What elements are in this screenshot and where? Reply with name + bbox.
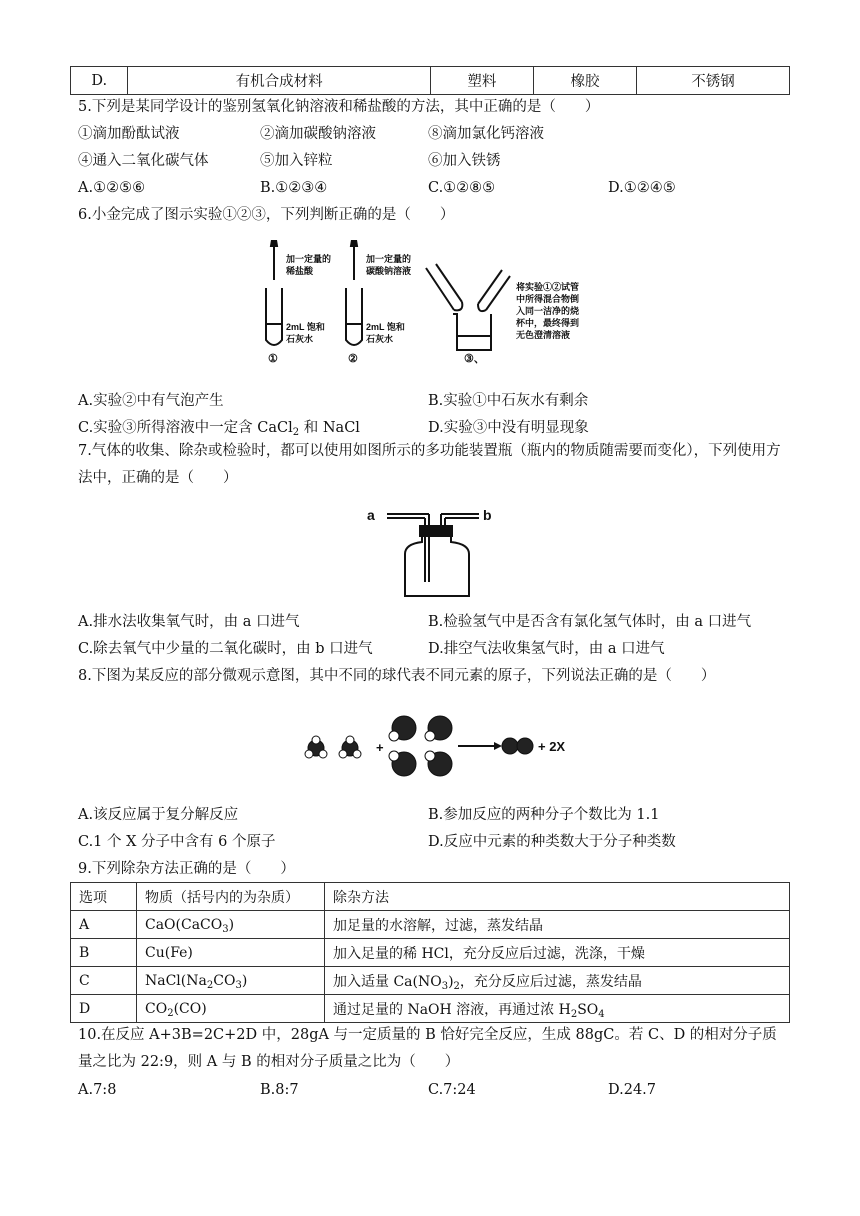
- tube2-top-label: 加一定量的: [366, 254, 412, 264]
- table-cell: C: [71, 967, 137, 995]
- cell-text: (CO): [173, 1000, 207, 1017]
- table-cell: B: [71, 939, 137, 967]
- q8-stem: 8.下图为某反应的部分微观示意图，其中不同的球代表不同元素的原子，下列说法正确的是（ ）: [78, 668, 716, 684]
- tube2-reagent-label: 碳酸钠溶液: [366, 266, 412, 276]
- q8-figure: [280, 710, 580, 782]
- subscript: 3: [222, 923, 229, 935]
- table-row: [71, 911, 790, 939]
- q8-option-c[interactable]: C.1 个 X 分子中含有 6 个原子: [78, 834, 276, 850]
- q6-option-c[interactable]: [78, 418, 360, 438]
- table-cell: 加入足量的稀 HCl，充分反应后过滤，洗涤，干燥: [325, 939, 790, 967]
- q6-option-d[interactable]: D.实验③中没有明显现象: [428, 420, 589, 436]
- q5-option-a[interactable]: A.①②⑤⑥: [78, 180, 146, 196]
- q4-table-row: [70, 66, 790, 95]
- q10-option-d[interactable]: D.24.7: [608, 1082, 657, 1098]
- q10-option-c[interactable]: C.7:24: [428, 1082, 476, 1098]
- tube1-number: ①: [268, 353, 278, 365]
- q10-stem: 10.在反应 A+3B=2C+2D 中，28gA 与一定质量的 B 恰好完全反应，生成 88gC。若 C、D 的相对分子质量之比为 22:9，则 A 与 B 的相对分子质量之比为（ ）: [78, 1027, 777, 1070]
- table-header-row: [71, 883, 790, 911]
- q5-item: ④通入二氧化碳气体: [78, 153, 209, 169]
- table-cell: D: [71, 995, 137, 1023]
- beaker-note-line: 入同一洁净的烧: [516, 306, 580, 316]
- q6-option-a[interactable]: A.实验②中有气泡产生: [78, 393, 224, 409]
- tube2-content-label: 2mL 饱和: [366, 322, 405, 332]
- tube2-number: ②: [348, 353, 358, 365]
- reaction-diagram: [280, 710, 580, 782]
- cell-text: NaCl(Na: [145, 972, 207, 989]
- subscript: 2: [206, 979, 214, 991]
- q7-option-d[interactable]: D.排空气法收集氢气时，由 a 口进气: [428, 641, 665, 657]
- q8-option-a[interactable]: A.该反应属于复分解反应: [78, 807, 239, 823]
- subscript: 2: [453, 980, 460, 992]
- cell-text: ): [241, 972, 248, 989]
- port-a-label: a: [367, 507, 375, 523]
- table-cell: [137, 967, 325, 995]
- q7-option-b[interactable]: B.检验氢气中是否含有氯化氢气体时，由 a 口进气: [428, 614, 752, 630]
- beaker-note-line: 中所得混合物倒: [516, 294, 580, 304]
- cell-text: ): [448, 973, 454, 990]
- gas-bottle-diagram: [365, 502, 505, 602]
- q10-option-a[interactable]: A.7:8: [78, 1082, 117, 1098]
- subscript: 2: [167, 1007, 174, 1019]
- subscript: 2: [570, 1008, 578, 1020]
- q7-option-c[interactable]: C.除去氧气中少量的二氧化碳时，由 b 口进气: [78, 641, 373, 657]
- q6-option-c-text: C.实验③所得溶液中一定含 CaCl: [78, 420, 293, 436]
- q8-option-d[interactable]: D.反应中元素的种类数大于分子种类数: [428, 834, 676, 850]
- table-header: 选项: [71, 883, 137, 911]
- table-cell: [325, 967, 790, 995]
- table-row: [71, 967, 790, 995]
- beaker-note-line: 无色澄清溶液: [516, 330, 571, 340]
- table-cell: 橡胶: [533, 67, 636, 95]
- q6-option-b[interactable]: B.实验①中石灰水有剩余: [428, 393, 589, 409]
- q7-figure: [365, 502, 505, 602]
- q10-option-b[interactable]: B.8:7: [260, 1082, 299, 1098]
- tube1-reagent-label: 稀盐酸: [286, 266, 314, 276]
- cell-text: SO: [577, 1001, 599, 1018]
- tube1-content2-label: 石灰水: [286, 334, 314, 344]
- q5-stem: 5.下列是某同学设计的鉴别氢氧化钠溶液和稀盐酸的方法，其中正确的是（ ）: [78, 99, 600, 115]
- cell-text: CO: [145, 1000, 168, 1017]
- q5-item: ②滴加碳酸钠溶液: [260, 126, 376, 142]
- table-cell: [137, 911, 325, 939]
- table-cell: A: [71, 911, 137, 939]
- table-cell: D.: [71, 67, 128, 95]
- table-header: 除杂方法: [325, 883, 790, 911]
- cell-text: 加入适量 Ca(NO: [333, 973, 442, 990]
- table-row: [71, 995, 790, 1023]
- subscript: 4: [598, 1008, 605, 1020]
- table-row: [71, 67, 790, 95]
- beaker-number: ③、: [464, 353, 485, 365]
- q5-option-d[interactable]: D.①②④⑤: [608, 180, 676, 196]
- tube2-content2-label: 石灰水: [366, 334, 394, 344]
- q5-item: ⑧滴加氯化钙溶液: [428, 126, 544, 142]
- q6-figure: [258, 240, 608, 370]
- beaker-note-line: 将实验①②试管: [516, 282, 580, 292]
- q5-item: ⑤加入锌粒: [260, 153, 333, 169]
- port-b-label: b: [483, 507, 492, 523]
- beaker-note-line: 杯中，最终得到: [516, 318, 580, 328]
- plus-sign: +: [376, 740, 384, 755]
- subscript: 3: [441, 980, 449, 992]
- q9-table: [70, 882, 790, 1023]
- cell-text: 通过足量的 NaOH 溶液，再通过浓 H: [333, 1001, 571, 1018]
- q5-item: ⑥加入铁锈: [428, 153, 501, 169]
- q7-option-a[interactable]: A.排水法收集氧气时，由 a 口进气: [78, 614, 300, 630]
- q6-option-c-tail: 和 NaCl: [299, 420, 360, 436]
- experiment-diagram: [258, 240, 608, 370]
- cell-text: ，充分反应后过滤，蒸发结晶: [459, 973, 642, 990]
- cell-text: CaO(CaCO: [145, 916, 223, 933]
- table-cell: Cu(Fe): [137, 939, 325, 967]
- q9-stem: 9.下列除杂方法正确的是（ ）: [78, 861, 295, 877]
- tube1-top-label: 加一定量的: [286, 254, 332, 264]
- cell-text: ): [228, 916, 235, 933]
- subscript: 3: [235, 979, 242, 991]
- q5-option-b[interactable]: B.①②③④: [260, 180, 328, 196]
- cell-text: CO: [213, 972, 236, 989]
- q6-option-c-sub: 2: [292, 427, 300, 438]
- table-cell: 加足量的水溶解，过滤，蒸发结晶: [325, 911, 790, 939]
- q6-stem: 6.小金完成了图示实验①②③，下列判断正确的是（ ）: [78, 207, 455, 223]
- q7-stem: 7.气体的收集、除杂或检验时，都可以使用如图所示的多功能装置瓶（瓶内的物质随需要而变化），下列使用方法中，正确的是（ ）: [78, 443, 781, 486]
- table-cell: [137, 995, 325, 1023]
- table-header: 物质（括号内的为杂质）: [137, 883, 325, 911]
- q8-option-b[interactable]: B.参加反应的两种分子个数比为 1.1: [428, 807, 660, 823]
- table-cell: 塑料: [430, 67, 533, 95]
- q5-item: ①滴加酚酞试液: [78, 126, 180, 142]
- table-cell: 有机合成材料: [128, 67, 430, 95]
- table-row: [71, 939, 790, 967]
- table-cell: [325, 995, 790, 1023]
- q5-option-c[interactable]: C.①②⑧⑤: [428, 180, 496, 196]
- tube1-content-label: 2mL 饱和: [286, 322, 325, 332]
- table-cell: 不锈钢: [637, 67, 790, 95]
- product-label: + 2X: [538, 739, 566, 754]
